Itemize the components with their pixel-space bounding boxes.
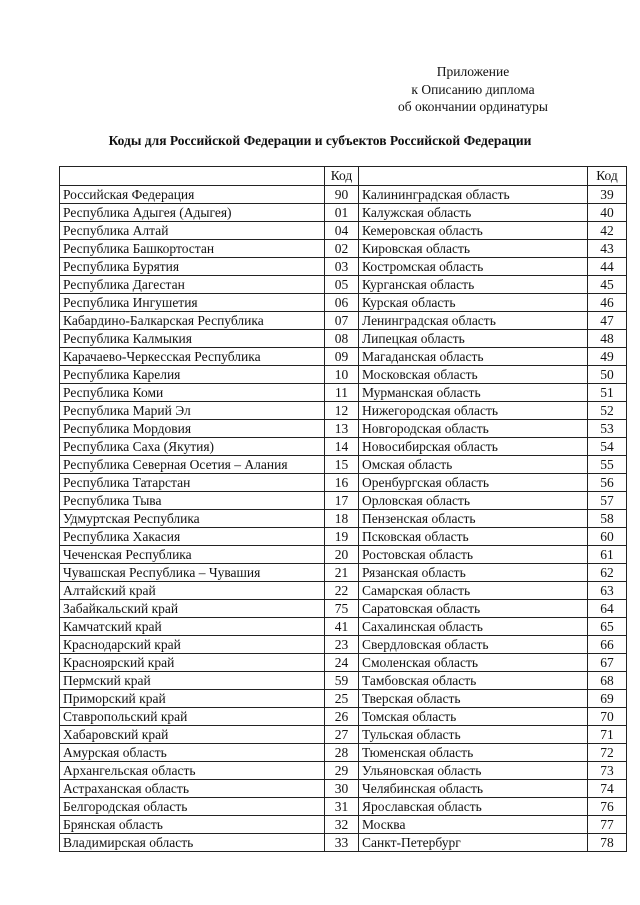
region-name: Республика Хакасия <box>60 528 325 546</box>
region-name: Приморский край <box>60 690 325 708</box>
region-code: 22 <box>325 582 359 600</box>
region-name: Ленинградская область <box>359 312 588 330</box>
region-name: Пермский край <box>60 672 325 690</box>
region-code: 67 <box>588 654 627 672</box>
region-name: Курская область <box>359 294 588 312</box>
region-code: 60 <box>588 528 627 546</box>
table-row <box>60 492 627 510</box>
region-code: 47 <box>588 312 627 330</box>
region-name: Самарская область <box>359 582 588 600</box>
region-code: 70 <box>588 708 627 726</box>
region-code: 61 <box>588 546 627 564</box>
region-code: 90 <box>325 186 359 204</box>
region-code: 72 <box>588 744 627 762</box>
region-name: Магаданская область <box>359 348 588 366</box>
region-code: 48 <box>588 330 627 348</box>
region-name: Чувашская Республика – Чувашия <box>60 564 325 582</box>
region-name: Камчатский край <box>60 618 325 636</box>
region-code: 50 <box>588 366 627 384</box>
table-row <box>60 762 627 780</box>
region-name: Владимирская область <box>60 834 325 852</box>
region-name: Красноярский край <box>60 654 325 672</box>
table-row <box>60 186 627 204</box>
region-name: Костромская область <box>359 258 588 276</box>
region-name: Республика Коми <box>60 384 325 402</box>
region-name: Республика Мордовия <box>60 420 325 438</box>
table-row <box>60 690 627 708</box>
region-code: 24 <box>325 654 359 672</box>
table-row <box>60 582 627 600</box>
region-name: Санкт-Петербург <box>359 834 588 852</box>
table-row <box>60 780 627 798</box>
table-row <box>60 546 627 564</box>
region-name: Ульяновская область <box>359 762 588 780</box>
region-code: 57 <box>588 492 627 510</box>
region-code: 41 <box>325 618 359 636</box>
region-name: Омская область <box>359 456 588 474</box>
region-code: 05 <box>325 276 359 294</box>
region-name: Республика Калмыкия <box>60 330 325 348</box>
region-codes-table <box>59 166 627 852</box>
region-code: 10 <box>325 366 359 384</box>
region-code: 73 <box>588 762 627 780</box>
region-code: 04 <box>325 222 359 240</box>
table-row <box>60 276 627 294</box>
region-code: 02 <box>325 240 359 258</box>
region-name: Рязанская область <box>359 564 588 582</box>
region-code: 29 <box>325 762 359 780</box>
region-code: 06 <box>325 294 359 312</box>
region-name: Российская Федерация <box>60 186 325 204</box>
region-name: Ярославская область <box>359 798 588 816</box>
region-code: 56 <box>588 474 627 492</box>
region-name: Тюменская область <box>359 744 588 762</box>
region-code: 40 <box>588 204 627 222</box>
table-row <box>60 330 627 348</box>
region-code: 09 <box>325 348 359 366</box>
region-name: Пензенская область <box>359 510 588 528</box>
header-code-right: Код <box>588 167 627 186</box>
region-code: 32 <box>325 816 359 834</box>
region-name: Карачаево-Черкесская Республика <box>60 348 325 366</box>
table-row <box>60 600 627 618</box>
region-code: 25 <box>325 690 359 708</box>
region-code: 63 <box>588 582 627 600</box>
region-code: 75 <box>325 600 359 618</box>
region-name: Республика Северная Осетия – Алания <box>60 456 325 474</box>
table-row <box>60 510 627 528</box>
region-name: Новгородская область <box>359 420 588 438</box>
region-code: 15 <box>325 456 359 474</box>
region-code: 08 <box>325 330 359 348</box>
region-code: 45 <box>588 276 627 294</box>
region-name: Астраханская область <box>60 780 325 798</box>
region-code: 31 <box>325 798 359 816</box>
region-name: Амурская область <box>60 744 325 762</box>
region-code: 39 <box>588 186 627 204</box>
region-name: Свердловская область <box>359 636 588 654</box>
region-name: Кабардино-Балкарская Республика <box>60 312 325 330</box>
region-name: Тверская область <box>359 690 588 708</box>
region-name: Республика Адыгея (Адыгея) <box>60 204 325 222</box>
region-code: 30 <box>325 780 359 798</box>
region-name: Удмуртская Республика <box>60 510 325 528</box>
region-name: Белгородская область <box>60 798 325 816</box>
region-name: Москва <box>359 816 588 834</box>
table-row <box>60 456 627 474</box>
table-row <box>60 798 627 816</box>
region-code: 78 <box>588 834 627 852</box>
document-title: Коды для Российской Федерации и субъектов Российской Федерации <box>108 133 532 148</box>
region-code: 59 <box>325 672 359 690</box>
region-code: 43 <box>588 240 627 258</box>
table-row <box>60 474 627 492</box>
region-name: Смоленская область <box>359 654 588 672</box>
region-code: 12 <box>325 402 359 420</box>
region-code: 42 <box>588 222 627 240</box>
region-code: 18 <box>325 510 359 528</box>
region-name: Липецкая область <box>359 330 588 348</box>
table-row <box>60 294 627 312</box>
region-code: 14 <box>325 438 359 456</box>
region-code: 27 <box>325 726 359 744</box>
region-code: 76 <box>588 798 627 816</box>
region-name: Республика Марий Эл <box>60 402 325 420</box>
region-code: 58 <box>588 510 627 528</box>
region-name: Калининградская область <box>359 186 588 204</box>
table-row <box>60 366 627 384</box>
region-name: Саратовская область <box>359 600 588 618</box>
region-code: 62 <box>588 564 627 582</box>
table-row <box>60 402 627 420</box>
table-row <box>60 438 627 456</box>
region-name: Республика Ингушетия <box>60 294 325 312</box>
table-row <box>60 564 627 582</box>
region-code: 51 <box>588 384 627 402</box>
region-name: Тульская область <box>359 726 588 744</box>
region-name: Псковская область <box>359 528 588 546</box>
table-row <box>60 240 627 258</box>
annex-heading <box>370 63 576 116</box>
table-row <box>60 636 627 654</box>
region-name: Сахалинская область <box>359 618 588 636</box>
region-code: 68 <box>588 672 627 690</box>
region-code: 66 <box>588 636 627 654</box>
table-row <box>60 618 627 636</box>
region-code: 69 <box>588 690 627 708</box>
region-name: Республика Дагестан <box>60 276 325 294</box>
region-name: Оренбургская область <box>359 474 588 492</box>
table-body <box>60 167 627 852</box>
region-code: 44 <box>588 258 627 276</box>
table-row <box>60 258 627 276</box>
region-name: Орловская область <box>359 492 588 510</box>
region-code: 65 <box>588 618 627 636</box>
header-empty-right <box>359 167 588 186</box>
table-row <box>60 816 627 834</box>
region-name: Тамбовская область <box>359 672 588 690</box>
annex-line-2: к Описанию диплома <box>411 81 535 97</box>
region-name: Республика Татарстан <box>60 474 325 492</box>
region-code: 49 <box>588 348 627 366</box>
region-name: Новосибирская область <box>359 438 588 456</box>
region-name: Ростовская область <box>359 546 588 564</box>
table-row <box>60 312 627 330</box>
region-code: 55 <box>588 456 627 474</box>
region-name: Республика Карелия <box>60 366 325 384</box>
region-code: 53 <box>588 420 627 438</box>
region-code: 77 <box>588 816 627 834</box>
region-name: Республика Бурятия <box>60 258 325 276</box>
region-name: Челябинская область <box>359 780 588 798</box>
region-code: 74 <box>588 780 627 798</box>
region-code: 23 <box>325 636 359 654</box>
header-code-left: Код <box>325 167 359 186</box>
region-code: 33 <box>325 834 359 852</box>
region-code: 26 <box>325 708 359 726</box>
region-name: Чеченская Республика <box>60 546 325 564</box>
table-row <box>60 708 627 726</box>
region-code: 01 <box>325 204 359 222</box>
table-row <box>60 654 627 672</box>
table-row <box>60 384 627 402</box>
region-name: Томская область <box>359 708 588 726</box>
region-code: 20 <box>325 546 359 564</box>
region-code: 21 <box>325 564 359 582</box>
table-row <box>60 204 627 222</box>
region-code: 28 <box>325 744 359 762</box>
table-row <box>60 222 627 240</box>
region-name: Республика Башкортостан <box>60 240 325 258</box>
region-name: Нижегородская область <box>359 402 588 420</box>
region-name: Республика Алтай <box>60 222 325 240</box>
table-row <box>60 420 627 438</box>
table-row <box>60 348 627 366</box>
header-empty-left <box>60 167 325 186</box>
region-name: Республика Тыва <box>60 492 325 510</box>
region-code: 16 <box>325 474 359 492</box>
annex-line-3: об окончании ординатуры <box>398 99 548 114</box>
region-name: Брянская область <box>60 816 325 834</box>
region-name: Алтайский край <box>60 582 325 600</box>
region-name: Краснодарский край <box>60 636 325 654</box>
region-code: 46 <box>588 294 627 312</box>
region-code: 13 <box>325 420 359 438</box>
region-code: 07 <box>325 312 359 330</box>
region-code: 71 <box>588 726 627 744</box>
region-name: Кировская область <box>359 240 588 258</box>
region-code: 17 <box>325 492 359 510</box>
region-name: Мурманская область <box>359 384 588 402</box>
region-name: Хабаровский край <box>60 726 325 744</box>
region-code: 64 <box>588 600 627 618</box>
table-row <box>60 834 627 852</box>
region-code: 03 <box>325 258 359 276</box>
region-name: Калужская область <box>359 204 588 222</box>
region-name: Ставропольский край <box>60 708 325 726</box>
table-row <box>60 744 627 762</box>
region-code: 52 <box>588 402 627 420</box>
region-code: 19 <box>325 528 359 546</box>
annex-line-1: Приложение <box>436 64 510 79</box>
region-name: Архангельская область <box>60 762 325 780</box>
table-row <box>60 726 627 744</box>
region-name: Кемеровская область <box>359 222 588 240</box>
region-name: Курганская область <box>359 276 588 294</box>
region-name: Забайкальский край <box>60 600 325 618</box>
table-row <box>60 672 627 690</box>
region-name: Республика Саха (Якутия) <box>60 438 325 456</box>
table-row <box>60 528 627 546</box>
region-code: 54 <box>588 438 627 456</box>
region-code: 11 <box>325 384 359 402</box>
table-header-row <box>60 167 627 186</box>
region-name: Московская область <box>359 366 588 384</box>
